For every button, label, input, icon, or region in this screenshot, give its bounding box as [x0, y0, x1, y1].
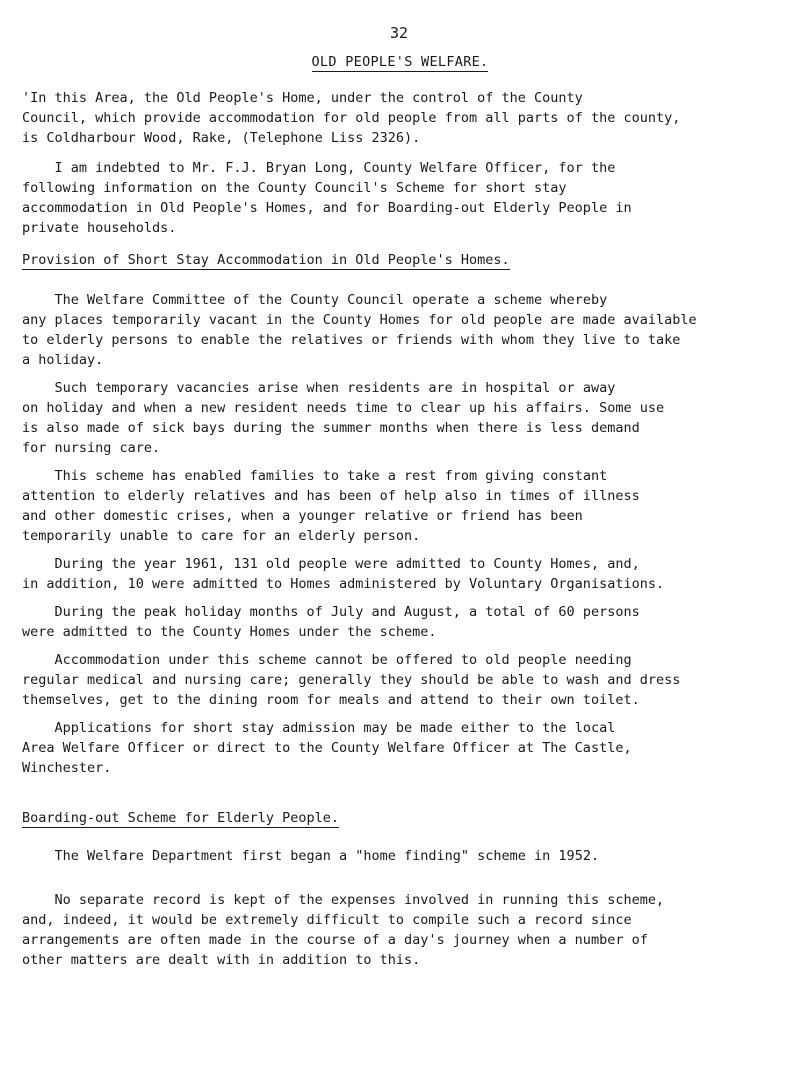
paragraph-line: themselves, get to the dining room for meals and attend to their own toilet.: [22, 692, 640, 708]
short-stay-paragraph: [22, 378, 792, 458]
paragraph-line: Area Welfare Officer or direct to the County Welfare Officer at The Castle,: [22, 740, 632, 756]
intro-paragraph: [22, 88, 792, 148]
section-heading-boarding-out: [22, 808, 339, 828]
paragraph-line: attention to elderly relatives and has been of help also in times of illness: [22, 488, 640, 504]
paragraph-line: No separate record is kept of the expenses involved in running this scheme,: [22, 892, 665, 908]
paragraph-line: This scheme has enabled families to take a rest from giving constant: [22, 468, 608, 484]
paragraph-line: is also made of sick bays during the summer months when there is less demand: [22, 420, 640, 436]
acknowledgement-line: I am indebted to Mr. F.J. Bryan Long, County Welfare Officer, for the: [22, 160, 616, 176]
paragraph-line: During the peak holiday months of July and August, a total of 60 persons: [22, 604, 640, 620]
section-heading-text: Boarding-out Scheme for Elderly People.: [22, 810, 339, 826]
paragraph-line: in addition, 10 were admitted to Homes administered by Voluntary Organisations.: [22, 576, 665, 592]
paragraph-line: other matters are dealt with in addition to this.: [22, 952, 421, 968]
short-stay-paragraph: [22, 554, 792, 594]
short-stay-paragraph: [22, 466, 792, 546]
page-number: 32: [390, 24, 409, 42]
paragraph-line: Winchester.: [22, 760, 112, 776]
section-heading-short-stay: [22, 250, 510, 270]
document-title-text: OLD PEOPLE'S WELFARE.: [311, 54, 489, 70]
short-stay-paragraph: [22, 602, 792, 642]
intro-line: Council, which provide accommodation for old people from all parts of the county,: [22, 110, 681, 126]
paragraph-line: any places temporarily vacant in the County Homes for old people are made available: [22, 312, 697, 328]
acknowledgement-paragraph: [22, 158, 792, 238]
paragraph-line: were admitted to the County Homes under the scheme.: [22, 624, 437, 640]
acknowledgement-line: accommodation in Old People's Homes, and for Boarding-out Elderly People in: [22, 200, 632, 216]
paragraph-line: for nursing care.: [22, 440, 161, 456]
paragraph-line: Applications for short stay admission may be made either to the local: [22, 720, 616, 736]
paragraph-line: The Welfare Committee of the County Council operate a scheme whereby: [22, 292, 608, 308]
acknowledgement-line: following information on the County Council's Scheme for short stay: [22, 180, 567, 196]
intro-line: is Coldharbour Wood, Rake, (Telephone Liss 2326).: [22, 130, 421, 146]
boarding-out-paragraph: [22, 890, 792, 970]
paragraph-line: arrangements are often made in the course of a day's journey when a number of: [22, 932, 648, 948]
short-stay-paragraph: [22, 718, 792, 778]
paragraph-line: temporarily unable to care for an elderly person.: [22, 528, 421, 544]
paragraph-line: on holiday and when a new resident needs time to clear up his affairs. Some use: [22, 400, 665, 416]
paragraph-line: The Welfare Department first began a "home finding" scheme in 1952.: [22, 848, 600, 864]
paragraph-line: Accommodation under this scheme cannot be offered to old people needing: [22, 652, 632, 668]
paragraph-line: Such temporary vacancies arise when residents are in hospital or away: [22, 380, 616, 396]
paragraph-line: During the year 1961, 131 old people were admitted to County Homes, and,: [22, 556, 640, 572]
short-stay-paragraph: [22, 650, 792, 710]
boarding-out-paragraph: [22, 846, 792, 866]
document-title: [0, 54, 800, 70]
paragraph-line: regular medical and nursing care; generally they should be able to wash and dress: [22, 672, 681, 688]
intro-line: 'In this Area, the Old People's Home, under the control of the County: [22, 90, 583, 106]
section-heading-text: Provision of Short Stay Accommodation in Old People's Homes.: [22, 252, 510, 268]
paragraph-line: to elderly persons to enable the relatives or friends with whom they live to take: [22, 332, 681, 348]
short-stay-paragraph: [22, 290, 792, 370]
paragraph-line: a holiday.: [22, 352, 104, 368]
acknowledgement-line: private households.: [22, 220, 177, 236]
paragraph-line: and other domestic crises, when a younger relative or friend has been: [22, 508, 583, 524]
paragraph-line: and, indeed, it would be extremely difficult to compile such a record since: [22, 912, 632, 928]
